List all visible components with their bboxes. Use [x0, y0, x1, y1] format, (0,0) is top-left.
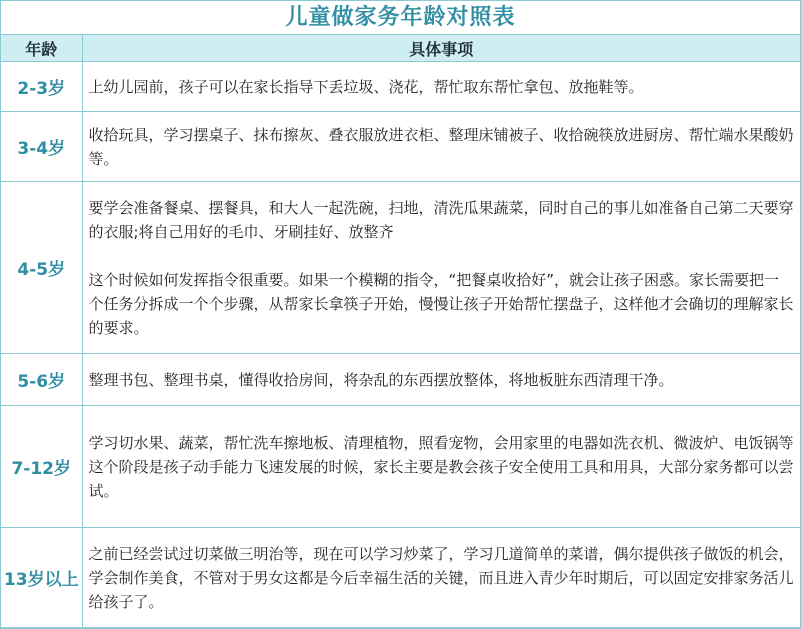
page-title: 儿童做家务年龄对照表: [1, 1, 800, 35]
table-row: [1, 62, 800, 112]
task-text: 上幼儿园前，孩子可以在家长指导下丢垃圾、浇花，帮忙取东帮忙拿包、放拖鞋等。: [88, 77, 644, 96]
table-row: [1, 112, 800, 182]
table-row: [1, 354, 800, 406]
table-row: [1, 406, 800, 528]
column-header-tasks: 具体事项: [82, 35, 800, 62]
tasks-cell: [82, 354, 800, 406]
column-header-age: 年龄: [1, 35, 82, 62]
table-row: [1, 528, 800, 628]
task-note: 这个阶段是孩子动手能力飞速发展的时候，家长主要是教会孩子安全使用工具和用具，大部分家务都可以尝试。: [88, 457, 794, 500]
chore-table: [1, 35, 800, 628]
table-row: [1, 182, 800, 354]
age-cell: 4-5岁: [1, 182, 82, 354]
table-header-row: [1, 35, 800, 62]
age-cell: 3-4岁: [1, 112, 82, 182]
task-text: 要学会准备餐桌、摆餐具，和大人一起洗碗，扫地，清洗瓜果蔬菜，同时自己的事儿如准备自己第二天要穿的衣服;将自己用好的毛巾、牙刷挂好、放整齐: [88, 198, 794, 241]
age-cell: 13岁以上: [1, 528, 82, 628]
tasks-cell: [82, 182, 800, 354]
task-text: 学习切水果、蔬菜，帮忙洗车擦地板、清理植物，照看宠物，会用家里的电器如洗衣机、微波炉、电饭锅等: [88, 433, 794, 452]
tasks-cell: [82, 528, 800, 628]
tasks-cell: [82, 406, 800, 528]
task-text: 收拾玩具，学习摆桌子、抹布擦灰、叠衣服放进衣柜、整理床铺被子、收拾碗筷放进厨房、帮忙端水果酸奶等。: [88, 125, 794, 168]
age-cell: 2-3岁: [1, 62, 82, 112]
task-text: 整理书包、整理书桌，懂得收拾房间，将杂乱的东西摆放整体，将地板脏东西清理干净。: [88, 370, 674, 389]
tasks-cell: [82, 112, 800, 182]
tasks-cell: [82, 62, 800, 112]
task-note: 这个时候如何发挥指令很重要。如果一个模糊的指令，“把餐桌收拾好”，就会让孩子困惑。家长需要把一个任务分拆成一个个步骤，从帮家长拿筷子开始，慢慢让孩子开始帮忙摆盘子，这样他才会确切的理解家长的要求。: [88, 270, 794, 337]
age-cell: 7-12岁: [1, 406, 82, 528]
paragraph-gap: [89, 244, 795, 268]
age-cell: 5-6岁: [1, 354, 82, 406]
task-text: 之前已经尝试过切菜做三明治等，现在可以学习炒菜了，学习几道简单的菜谱，偶尔提供孩子做饭的机会，学会制作美食，不管对于男女这都是今后幸福生活的关键，而且进入青少年时期后，可以固定安排家务活儿给孩子了。: [88, 544, 794, 611]
